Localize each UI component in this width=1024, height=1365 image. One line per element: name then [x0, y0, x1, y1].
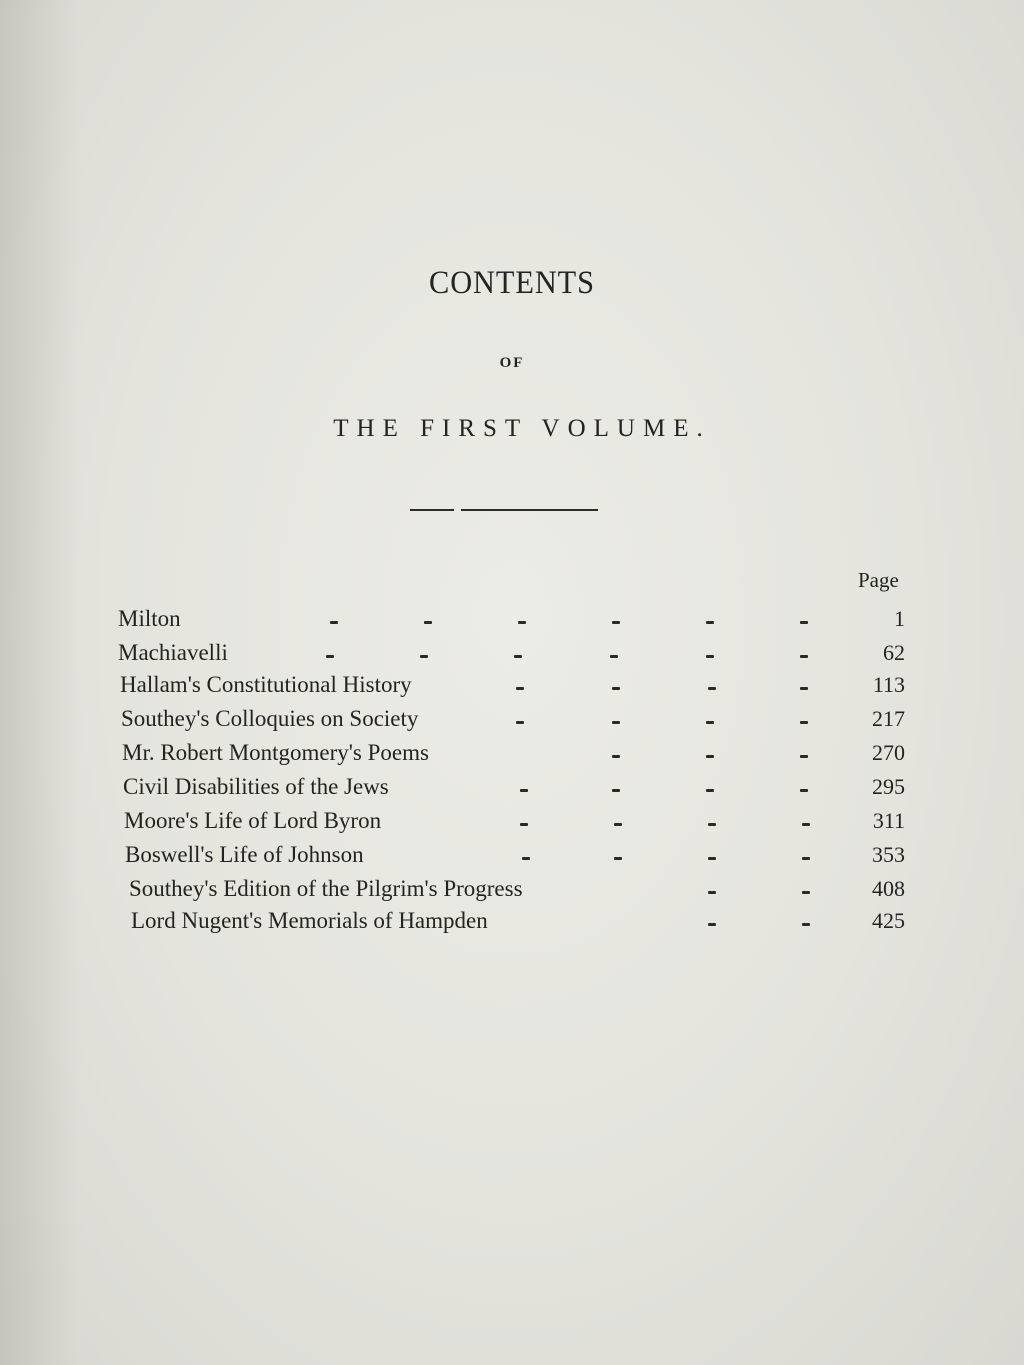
leader-dash	[612, 687, 620, 690]
toc-entry	[0, 740, 1024, 772]
leader-dash	[708, 687, 716, 690]
toc-entry-title: Machiavelli	[118, 640, 228, 665]
leader-dash	[612, 789, 620, 792]
toc-entry	[0, 672, 1024, 704]
leader-dash	[516, 687, 524, 690]
leader-dash	[800, 655, 808, 658]
leader-dash	[708, 923, 716, 926]
leader-dash	[706, 721, 714, 724]
leader-dash	[424, 621, 432, 624]
leader-dash	[420, 655, 428, 658]
toc-entry-title: Moore's Life of Lord Byron	[124, 808, 382, 833]
leader-dash	[518, 621, 526, 624]
leader-dash	[800, 721, 808, 724]
leader-dash	[610, 655, 618, 658]
toc-entry-page-number: 353	[872, 842, 905, 867]
toc-entry-page-number: 408	[872, 876, 905, 901]
toc-entry-page-number: 270	[872, 740, 905, 765]
leader-dash	[706, 655, 714, 658]
toc-entry	[0, 606, 1024, 638]
leader-dash	[516, 721, 524, 724]
leader-dash	[614, 823, 622, 826]
divider-rule-long	[461, 509, 598, 511]
toc-entry-page-number: 425	[872, 908, 905, 933]
toc-entry	[0, 774, 1024, 806]
toc-entry-title: Lord Nugent's Memorials of Hampden	[131, 908, 488, 933]
toc-entry-page-number: 295	[872, 774, 905, 799]
leader-dash	[708, 891, 716, 894]
leader-dash	[706, 755, 714, 758]
toc-entry	[0, 706, 1024, 738]
leader-dash	[802, 923, 810, 926]
contents-of: OF	[499, 355, 525, 371]
leader-dash	[802, 823, 810, 826]
leader-dash	[708, 823, 716, 826]
leader-dash	[520, 789, 528, 792]
toc-entry-page-number: 311	[872, 808, 905, 833]
leader-dash	[520, 823, 528, 826]
toc-entry-title: Civil Disabilities of the Jews	[123, 774, 389, 799]
leader-dash	[612, 621, 620, 624]
leader-dash	[612, 755, 620, 758]
toc-entry-title: Hallam's Constitutional History	[120, 672, 412, 697]
leader-dash	[800, 621, 808, 624]
toc-entry	[0, 842, 1024, 874]
toc-entry	[0, 808, 1024, 840]
leader-dash	[614, 857, 622, 860]
leader-dash	[800, 687, 808, 690]
leader-dash	[800, 755, 808, 758]
contents-title: CONTENTS	[429, 265, 595, 301]
toc-entry	[0, 640, 1024, 672]
leader-dash	[514, 655, 522, 658]
toc-entry-title: Milton	[118, 606, 181, 631]
toc-entry-page-number: 62	[883, 640, 905, 665]
toc-entry	[0, 876, 1024, 908]
leader-dash	[326, 655, 334, 658]
leader-dash	[706, 621, 714, 624]
toc-entry	[0, 908, 1024, 940]
leader-dash	[706, 789, 714, 792]
leader-dash	[612, 721, 620, 724]
page-column-header: Page	[858, 568, 899, 592]
toc-entry-title: Southey's Edition of the Pilgrim's Progress	[129, 876, 523, 901]
volume-title: THE FIRST VOLUME.	[333, 415, 711, 442]
toc-entry-page-number: 113	[872, 672, 905, 697]
toc-entry-title: Southey's Colloquies on Society	[121, 706, 419, 731]
leader-dash	[522, 857, 530, 860]
toc-entry-page-number: 1	[894, 606, 905, 631]
leader-dash	[708, 857, 716, 860]
leader-dash	[802, 891, 810, 894]
toc-entry-page-number: 217	[872, 706, 905, 731]
leader-dash	[802, 857, 810, 860]
divider-rule-short	[410, 509, 454, 511]
toc-entry-title: Boswell's Life of Johnson	[125, 842, 364, 867]
toc-entry-title: Mr. Robert Montgomery's Poems	[122, 740, 429, 765]
leader-dash	[330, 621, 338, 624]
leader-dash	[800, 789, 808, 792]
